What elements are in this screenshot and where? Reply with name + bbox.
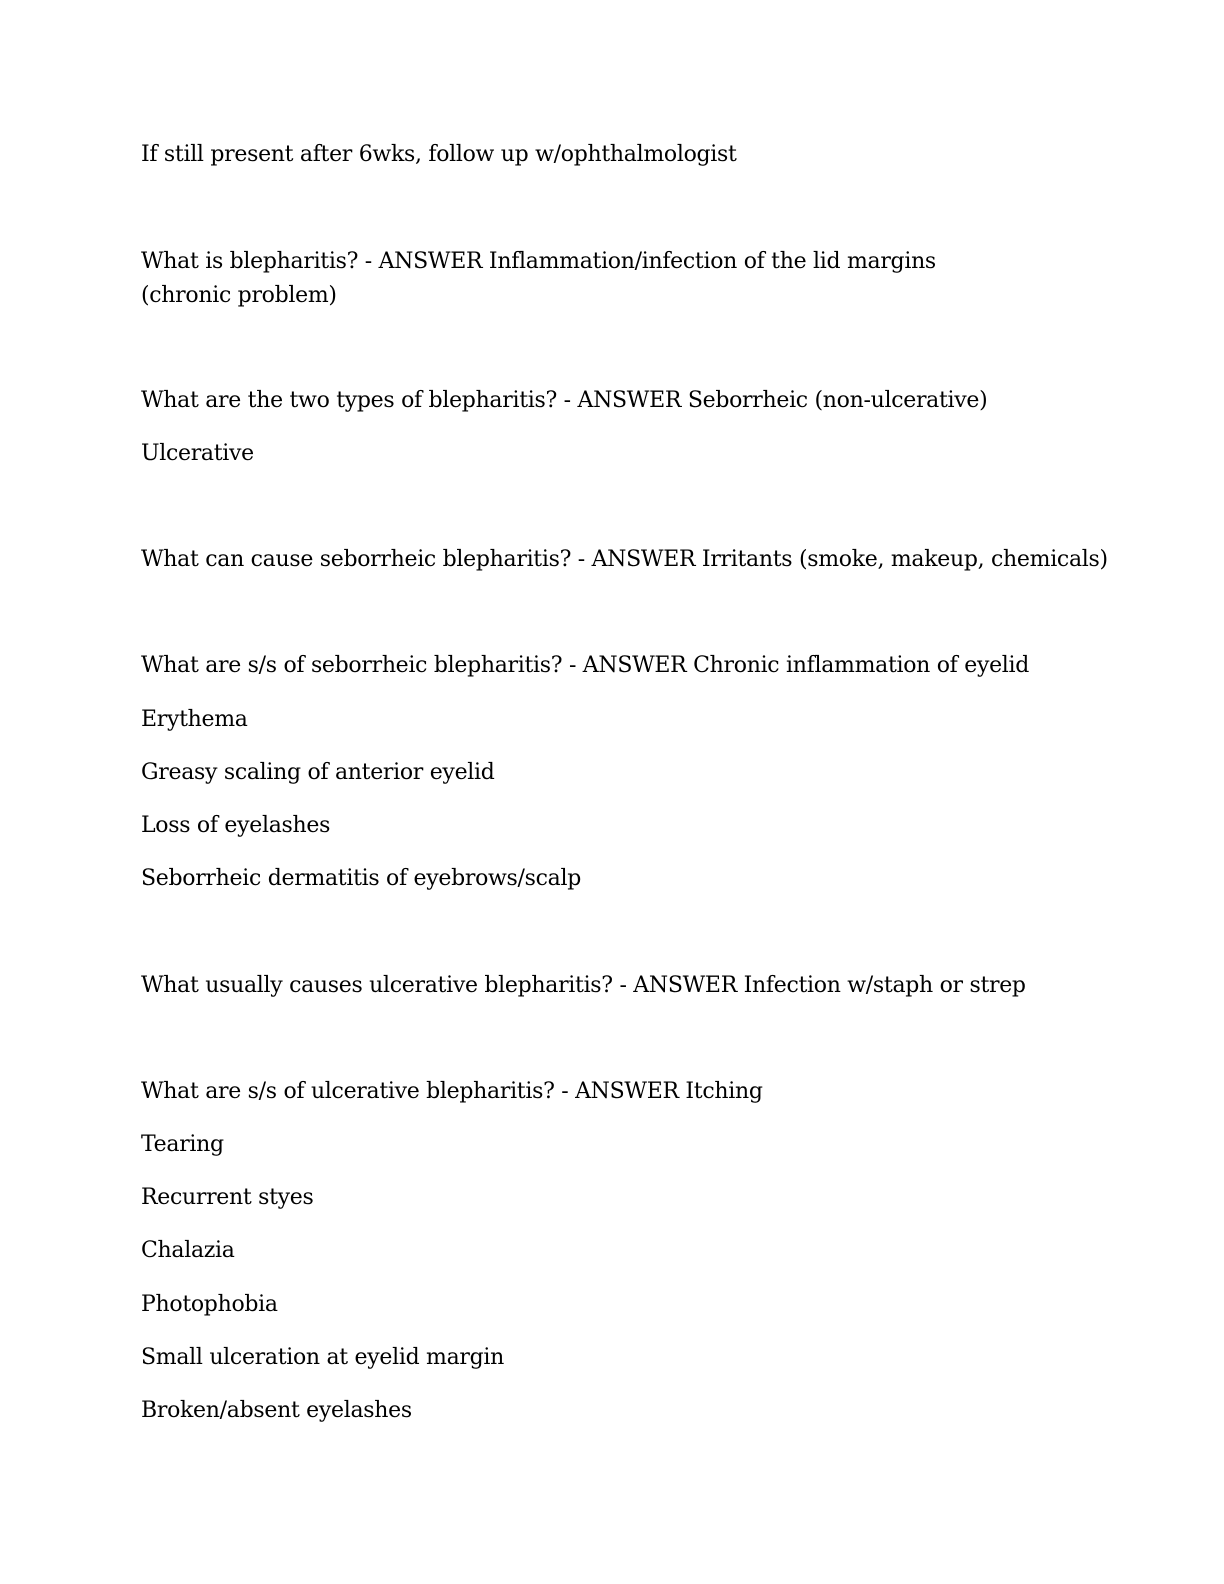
answer-item-broken-eyelashes: Broken/absent eyelashes	[141, 1398, 412, 1423]
answer-item-recurrent-styes: Recurrent styes	[141, 1185, 314, 1210]
follow-up-note: If still present after 6wks, follow up w/ophthalmologist	[141, 142, 737, 167]
question-seborrheic-signs: What are s/s of seborrheic blepharitis? - ANSWER Chronic inflammation of eyelid	[141, 653, 1030, 678]
question-ulcerative-cause: What usually causes ulcerative blepharitis? - ANSWER Infection w/staph or strep	[141, 973, 1026, 998]
answer-item-erythema: Erythema	[141, 707, 248, 732]
answer-item-seborrheic-dermatitis: Seborrheic dermatitis of eyebrows/scalp	[141, 866, 581, 891]
question-blepharitis-definition: What is blepharitis? - ANSWER Inflammation/infection of the lid margins (chronic problem)	[141, 249, 936, 308]
answer-item-small-ulceration: Small ulceration at eyelid margin	[141, 1345, 505, 1370]
answer-item-ulcerative: Ulcerative	[141, 441, 254, 466]
question-ulcerative-signs: What are s/s of ulcerative blepharitis? - ANSWER Itching	[141, 1079, 763, 1104]
answer-item-tearing: Tearing	[141, 1132, 224, 1157]
answer-item-loss-of-eyelashes: Loss of eyelashes	[141, 813, 331, 838]
answer-item-greasy-scaling: Greasy scaling of anterior eyelid	[141, 760, 495, 785]
answer-item-photophobia: Photophobia	[141, 1292, 278, 1317]
answer-item-chalazia: Chalazia	[141, 1238, 235, 1263]
question-blepharitis-types: What are the two types of blepharitis? - ANSWER Seborrheic (non-ulcerative)	[141, 388, 988, 413]
question-seborrheic-cause: What can cause seborrheic blepharitis? - ANSWER Irritants (smoke, makeup, chemicals)	[141, 547, 1108, 572]
